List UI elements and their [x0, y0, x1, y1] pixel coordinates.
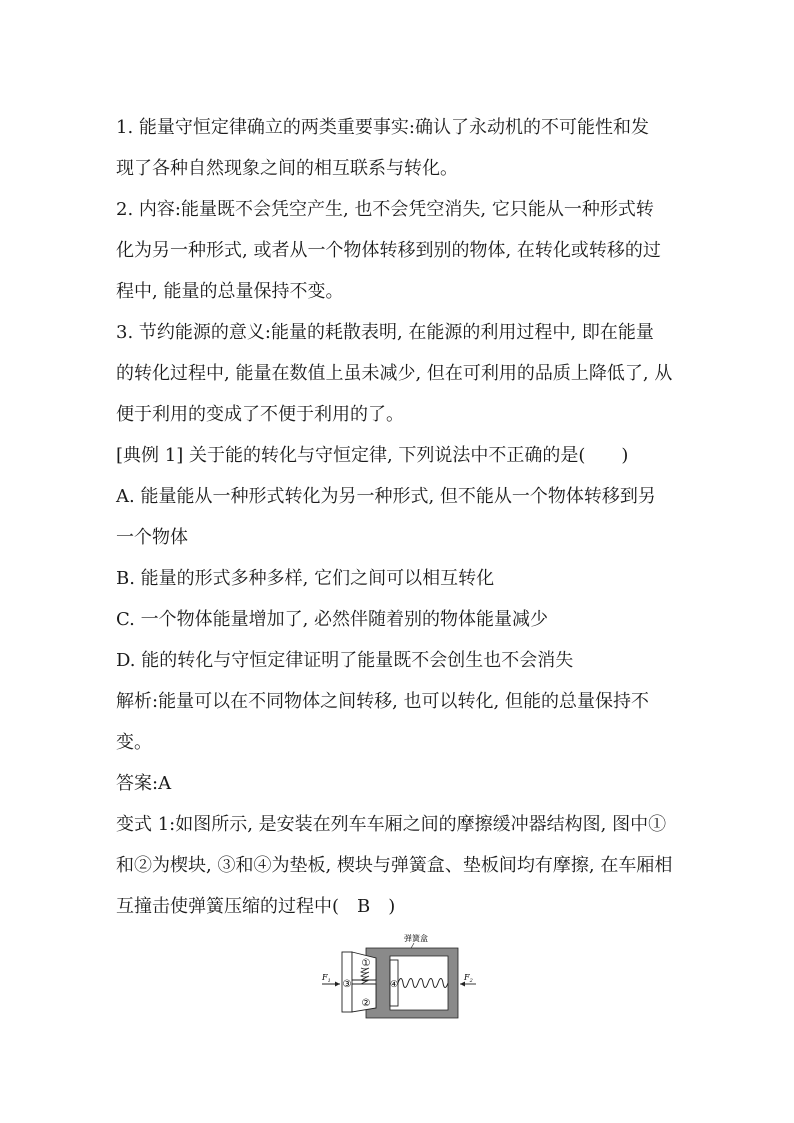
analysis-text: 解析:能量可以在不同物体之间转移, 也可以转化, 但能的总量保持不: [116, 691, 649, 712]
spring-box-label: 弹簧盒: [404, 934, 428, 943]
main-spring: [398, 979, 448, 988]
text-line: 现了各种自然现象之间的相互联系与转化。: [116, 158, 458, 179]
variant-question-continued: 和②为楔块, ③和④为垫板, 楔块与弹簧盒、垫板间均有摩擦, 在车厢相: [116, 855, 673, 876]
variant-question-end: 互撞击使弹簧压缩的过程中( B ): [116, 896, 396, 917]
pad-3-label: ③: [342, 979, 352, 990]
text-line: 化为另一种形式, 或者从一个物体转移到别的物体, 在转化或转移的过: [116, 240, 661, 261]
wedge-2-label: ②: [361, 998, 371, 1009]
arrow-right-icon: [335, 982, 340, 987]
text-line: 2. 内容:能量既不会凭空产生, 也不会凭空消失, 它只能从一种形式转: [116, 199, 654, 220]
example-heading: [典例 1] 关于能的转化与守恒定律, 下列说法中不正确的是( ): [116, 445, 629, 466]
text-line: 的转化过程中, 能量在数值上虽未减少, 但在可利用的品质上降低了, 从: [116, 363, 673, 384]
option-d: D. 能的转化与守恒定律证明了能量既不会创生也不会消失: [116, 650, 574, 671]
analysis-text-continued: 变。: [116, 732, 152, 753]
text-line: 3. 节约能源的意义:能量的耗散表明, 在能源的利用过程中, 即在能量: [116, 322, 654, 343]
friction-buffer-diagram: [318, 932, 478, 1032]
text-line: 便于利用的变成了不便于利用的了。: [116, 404, 404, 425]
text-line: 程中, 能量的总量保持不变。: [116, 281, 344, 302]
arrow-left-icon: [460, 982, 465, 987]
wedge-1-label: ①: [361, 958, 371, 969]
spring-box: [366, 948, 458, 1018]
option-a-continued: 一个物体: [116, 527, 188, 548]
option-c: C. 一个物体能量增加了, 必然伴随着别的物体能量减少: [116, 609, 549, 630]
option-a: A. 能量能从一种形式转化为另一种形式, 但不能从一个物体转移到另: [116, 486, 656, 507]
option-b: B. 能量的形式多种多样, 它们之间可以相互转化: [116, 568, 495, 589]
variant-question: 变式 1:如图所示, 是安装在列车车厢之间的摩擦缓冲器结构图, 图中①: [116, 814, 667, 835]
force-f1-label: $F_1$: [322, 973, 331, 984]
force-f2-label: $F_2$: [464, 973, 473, 984]
text-line: 1. 能量守恒定律确立的两类重要事实:确认了永动机的不可能性和发: [116, 117, 649, 138]
answer-text: 答案:A: [116, 773, 172, 794]
pad-4-label: ④: [389, 980, 399, 990]
